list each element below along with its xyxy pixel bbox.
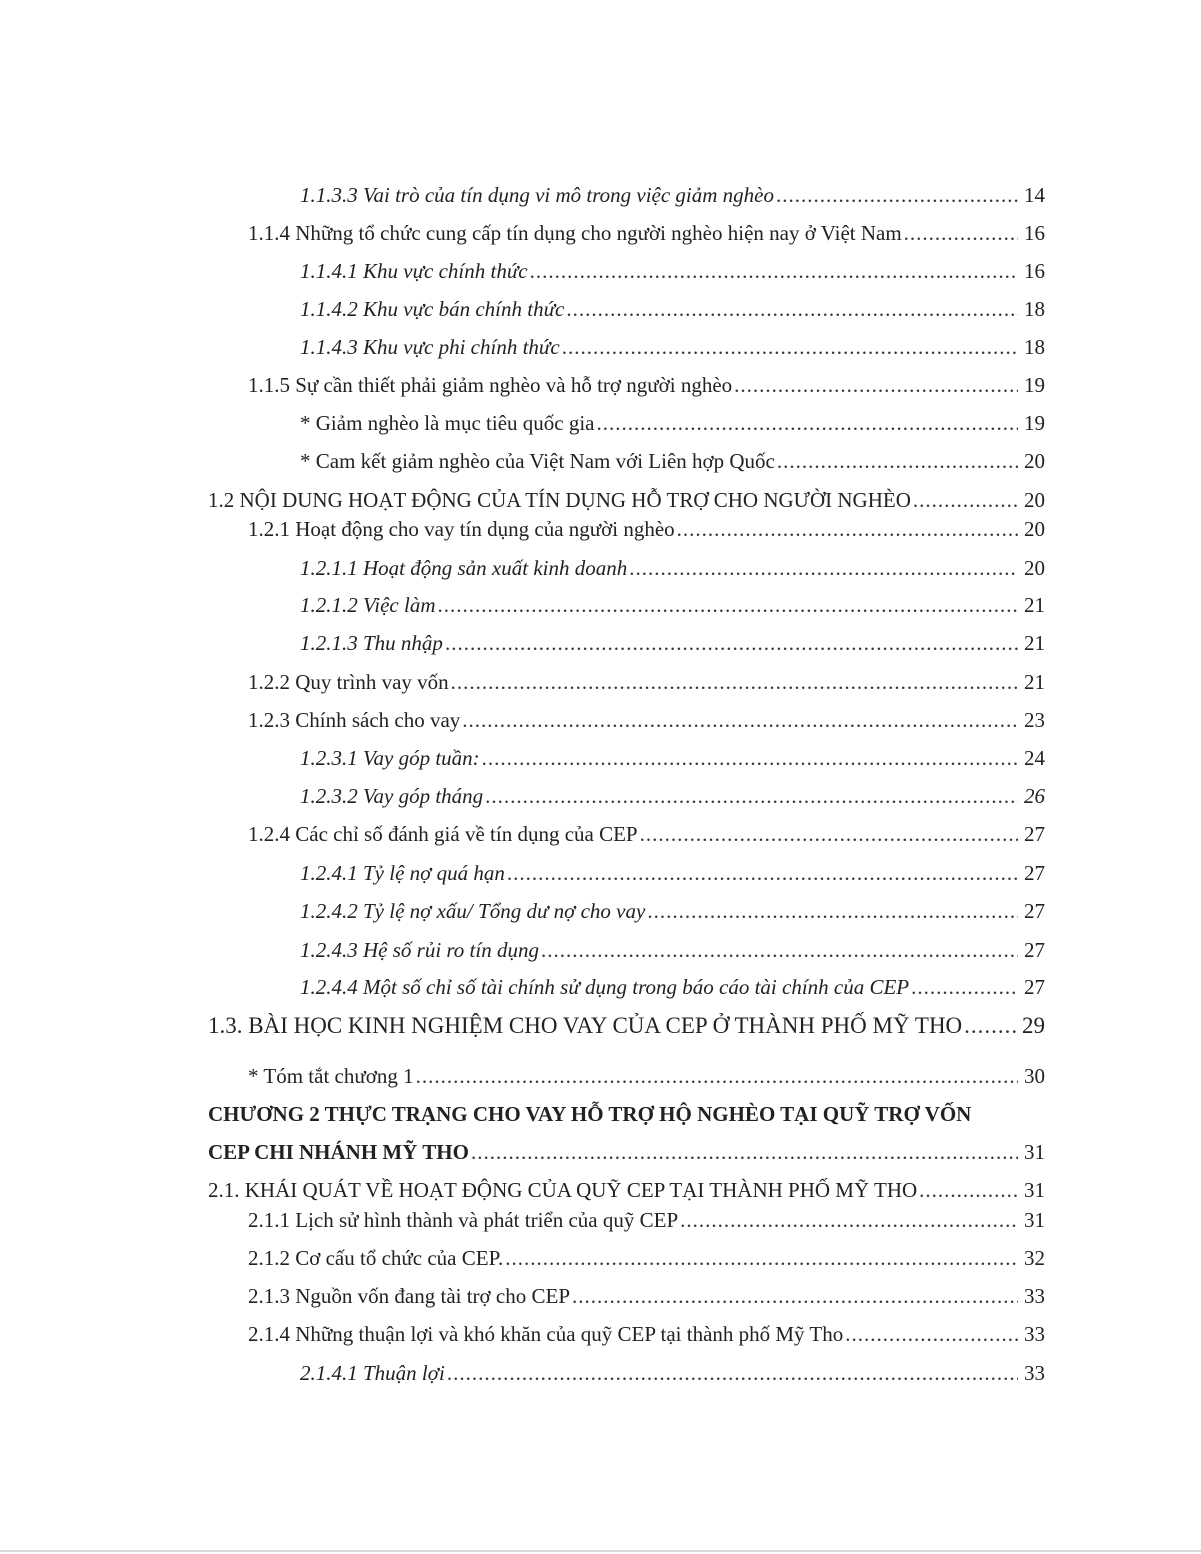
toc-entry-title: 1.2.4.3 Hệ số rủi ro tín dụng (300, 938, 539, 962)
toc-entry[interactable] (208, 485, 1045, 515)
dot-leader (566, 294, 1018, 324)
toc-entry-title: 2.1.1 Lịch sử hình thành và phát triển của quỹ CEP (248, 1208, 679, 1232)
toc-entry-title: 1.1.3.3 Vai trò của tín dụng vi mô trong việc giảm nghèo (300, 183, 774, 207)
toc-entry[interactable] (208, 1011, 1045, 1041)
dot-leader (911, 972, 1018, 1002)
toc-page-number: 20 (1024, 488, 1045, 512)
toc-entry[interactable] (248, 1243, 1045, 1273)
toc-page-number: 32 (1024, 1246, 1045, 1270)
toc-entry-title: CEP CHI NHÁNH MỸ THO (208, 1140, 469, 1164)
toc-page-number: 21 (1024, 670, 1045, 694)
toc-page-number: 31 (1024, 1140, 1045, 1164)
dot-leader (505, 1243, 1018, 1273)
toc-entry[interactable] (248, 514, 1045, 544)
toc-page-number: 33 (1024, 1284, 1045, 1308)
dot-leader (447, 1358, 1018, 1388)
toc-entry-title: 1.1.5 Sự cần thiết phải giảm nghèo và hỗ trợ người nghèo (248, 373, 733, 397)
toc-entry[interactable] (300, 294, 1045, 324)
page-edge-divider (0, 1550, 1201, 1552)
toc-page-number: 19 (1024, 411, 1045, 435)
toc-entry-title: 1.2.3.2 Vay góp tháng (300, 784, 484, 808)
dot-leader (416, 1061, 1018, 1091)
dot-leader (640, 819, 1018, 849)
dot-leader (445, 628, 1018, 658)
toc-entry-title: 1.2.1.1 Hoạt động sản xuất kinh doanh (300, 556, 628, 580)
toc-page-number: 27 (1024, 822, 1045, 846)
toc-entry-title: 1.2 NỘI DUNG HOẠT ĐỘNG CỦA TÍN DỤNG HỖ TRỢ CHO NGƯỜI NGHÈO (208, 488, 911, 512)
toc-entry-title: 2.1.2 Cơ cấu tổ chức của CEP. (248, 1246, 504, 1270)
toc-entry-title: 1.1.4.3 Khu vực phi chính thức (300, 335, 560, 359)
toc-entry-title: 2.1.4 Những thuận lợi và khó khăn của quỹ CEP tại thành phố Mỹ Tho (248, 1322, 844, 1346)
toc-entry-title: 1.2.1.2 Việc làm (300, 593, 436, 617)
toc-entry[interactable] (300, 590, 1045, 620)
dot-leader (597, 408, 1018, 438)
chapter-heading[interactable]: CHƯƠNG 2 THỰC TRẠNG CHO VAY HỖ TRỢ HỘ NGHÈO TẠI QUỸ TRỢ VỐN (208, 1102, 972, 1126)
toc-entry-title: * Cam kết giảm nghèo của Việt Nam với Liên hợp Quốc (300, 449, 775, 473)
toc-page-number: 21 (1024, 631, 1045, 655)
toc-entry[interactable] (208, 1137, 1045, 1167)
toc-page-number: 19 (1024, 373, 1045, 397)
dot-leader (530, 256, 1018, 286)
toc-page-number: 24 (1024, 746, 1045, 770)
toc-entry[interactable] (300, 896, 1045, 926)
toc-page-number: 16 (1024, 259, 1045, 283)
toc-page-number: 21 (1024, 593, 1045, 617)
toc-page-number: 18 (1024, 335, 1045, 359)
toc-entry[interactable] (248, 1319, 1045, 1349)
toc-page-number: 14 (1024, 183, 1045, 207)
toc-entry[interactable] (300, 332, 1045, 362)
toc-entry-title: 2.1. KHÁI QUÁT VỀ HOẠT ĐỘNG CỦA QUỸ CEP TẠI THÀNH PHỐ MỸ THO (208, 1178, 918, 1202)
toc-page-number: 16 (1024, 221, 1045, 245)
toc-page-number: 29 (1022, 1013, 1045, 1038)
toc-entry[interactable] (248, 1205, 1045, 1235)
toc-entry[interactable] (300, 180, 1045, 210)
toc-page-number: 33 (1024, 1322, 1045, 1346)
toc-entry-title: * Tóm tắt chương 1 (248, 1064, 414, 1088)
toc-entry-title: 1.2.4.1 Tỷ lệ nợ quá hạn (300, 861, 505, 885)
dot-leader (572, 1281, 1018, 1311)
toc-entry-title: 2.1.4.1 Thuận lợi (300, 1361, 445, 1385)
toc-entry[interactable] (248, 819, 1045, 849)
toc-entry[interactable] (300, 935, 1045, 965)
dot-leader (482, 743, 1018, 773)
toc-entry-title: 1.2.1 Hoạt động cho vay tín dụng của người nghèo (248, 517, 675, 541)
toc-entry[interactable] (300, 972, 1045, 1002)
toc-entry[interactable] (248, 667, 1045, 697)
toc-entry-title: 1.2.3 Chính sách cho vay (248, 708, 461, 732)
toc-page-number: 20 (1024, 449, 1045, 473)
toc-entry[interactable] (248, 1061, 1045, 1091)
toc-entry[interactable] (300, 743, 1045, 773)
dot-leader (451, 667, 1018, 697)
toc-entry[interactable] (300, 1358, 1045, 1388)
dot-leader (913, 485, 1018, 515)
toc-entry[interactable] (300, 781, 1045, 811)
toc-entry-title: 2.1.3 Nguồn vốn đang tài trợ cho CEP (248, 1284, 570, 1308)
toc-entry[interactable] (300, 256, 1045, 286)
toc-entry[interactable] (300, 553, 1045, 583)
dot-leader (677, 514, 1018, 544)
toc-page-number: 31 (1024, 1178, 1045, 1202)
toc-page-number: 23 (1024, 708, 1045, 732)
toc-entry-title: 1.1.4.2 Khu vực bán chính thức (300, 297, 565, 321)
dot-leader (562, 332, 1018, 362)
dot-leader (647, 896, 1018, 926)
toc-page-number: 20 (1024, 556, 1045, 580)
toc-entry-title: 1.2.1.3 Thu nhập (300, 631, 443, 655)
toc-entry[interactable] (300, 408, 1045, 438)
dot-leader (541, 935, 1018, 965)
toc-entry[interactable] (300, 628, 1045, 658)
toc-page-number: 26 (1024, 784, 1045, 808)
dot-leader (507, 858, 1018, 888)
toc-page-number: 27 (1024, 899, 1045, 923)
dot-leader (438, 590, 1019, 620)
dot-leader (845, 1319, 1018, 1349)
toc-entry[interactable] (208, 1175, 1045, 1205)
toc-page-number: 27 (1024, 975, 1045, 999)
toc-page-number: 20 (1024, 517, 1045, 541)
toc-entry-title: 1.3. BÀI HỌC KINH NGHIỆM CHO VAY CỦA CEP Ở THÀNH PHỐ MỸ THO (208, 1013, 963, 1038)
toc-entry-title: 1.2.4 Các chỉ số đánh giá về tín dụng của CEP (248, 822, 638, 846)
toc-entry-title: 1.1.4 Những tổ chức cung cấp tín dụng cho người nghèo hiện nay ở Việt Nam (248, 221, 902, 245)
toc-page-number: 27 (1024, 938, 1045, 962)
dot-leader (776, 180, 1018, 210)
toc-page-number: 27 (1024, 861, 1045, 885)
toc-entry[interactable] (248, 705, 1045, 735)
dot-leader (680, 1205, 1018, 1235)
dot-leader (919, 1175, 1018, 1205)
dot-leader (904, 218, 1018, 248)
dot-leader (485, 781, 1018, 811)
toc-entry-title: 1.1.4.1 Khu vực chính thức (300, 259, 528, 283)
toc-entry[interactable] (300, 446, 1045, 476)
toc-entry[interactable] (248, 1281, 1045, 1311)
dot-leader (777, 446, 1018, 476)
dot-leader (471, 1137, 1018, 1167)
toc-page-number: 30 (1024, 1064, 1045, 1088)
toc-entry-title: 1.2.2 Quy trình vay vốn (248, 670, 449, 694)
toc-page-number: 33 (1024, 1361, 1045, 1385)
dot-leader (964, 1011, 1018, 1041)
toc-page-number: 31 (1024, 1208, 1045, 1232)
toc-entry-title: * Giảm nghèo là mục tiêu quốc gia (300, 411, 595, 435)
toc-entry-title: 1.2.3.1 Vay góp tuần: (300, 746, 480, 770)
toc-entry[interactable] (248, 218, 1045, 248)
toc-entry-title: 1.2.4.2 Tỷ lệ nợ xấu/ Tổng dư nợ cho vay (300, 899, 646, 923)
dot-leader (462, 705, 1018, 735)
dot-leader (629, 553, 1018, 583)
toc-entry[interactable] (248, 370, 1045, 400)
dot-leader (734, 370, 1018, 400)
toc-entry-title: 1.2.4.4 Một số chỉ số tài chính sử dụng trong báo cáo tài chính của CEP (300, 975, 910, 999)
toc-entry[interactable] (300, 858, 1045, 888)
toc-page-number: 18 (1024, 297, 1045, 321)
